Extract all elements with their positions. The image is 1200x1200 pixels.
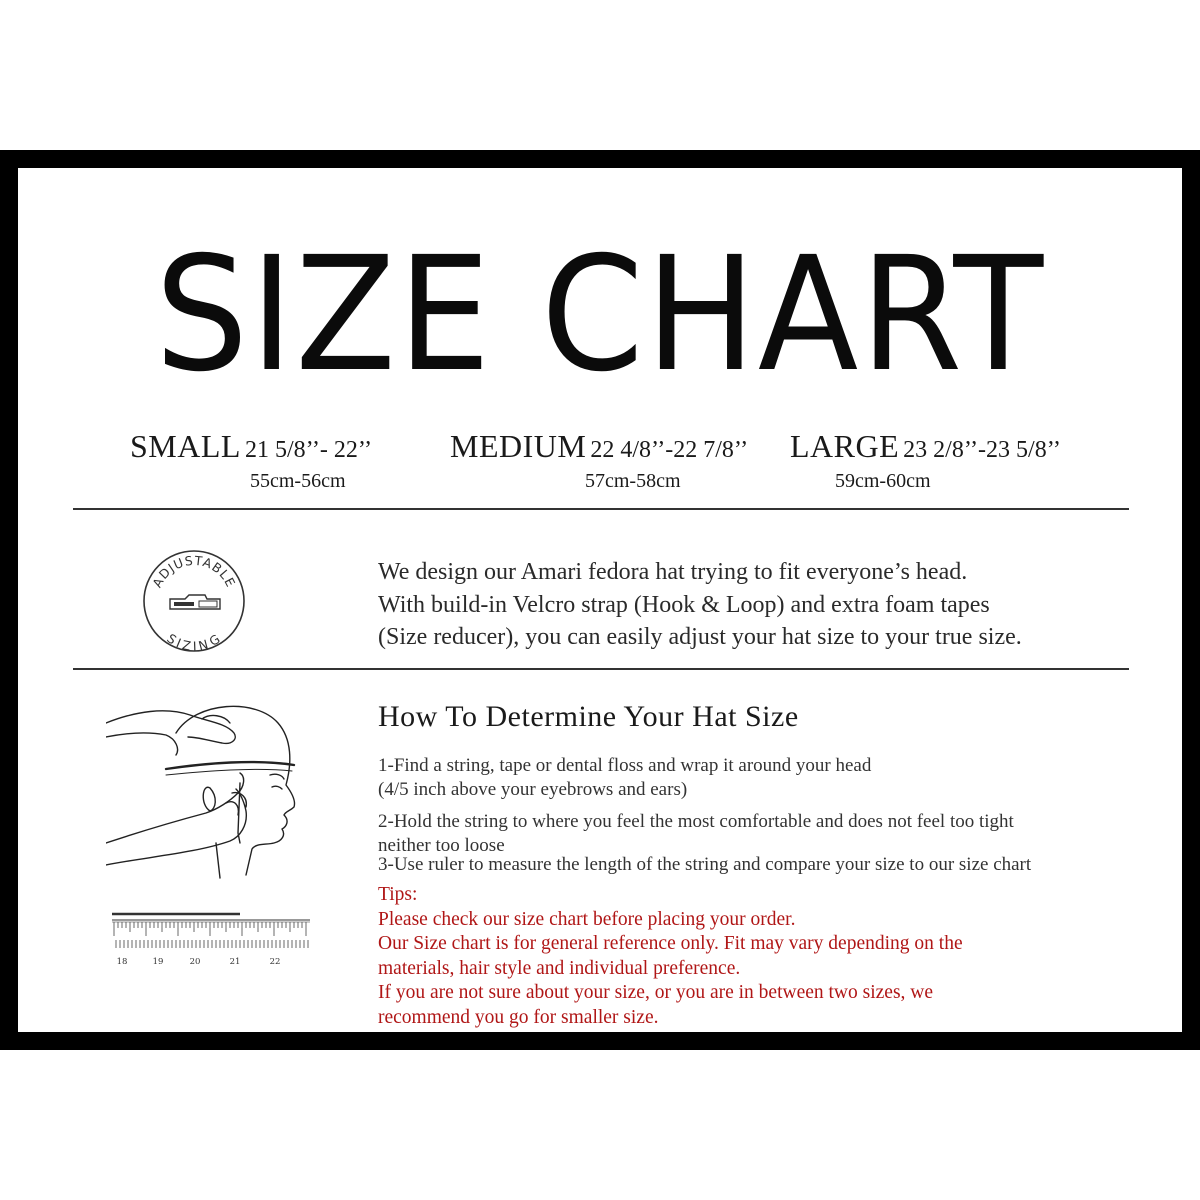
step-line: (4/5 inch above your eyebrows and ears) [378, 779, 688, 800]
page-title: SIZE CHART [154, 223, 1046, 407]
size-medium [450, 428, 749, 492]
head-measuring-illustration [106, 693, 316, 903]
step-line: 2-Hold the string to where you feel the most comfortable and does not feel too tight [378, 811, 1014, 832]
adjustable-description [378, 556, 1168, 654]
adjust-line: With build-in Velcro strap (Hook & Loop) and extra foam tapes [378, 591, 990, 618]
chart-panel [18, 168, 1182, 1032]
divider [73, 508, 1129, 510]
tips-line: recommend you go for smaller size. [378, 1006, 659, 1028]
size-cm: 59cm-60cm [835, 470, 931, 492]
size-large [790, 428, 1061, 492]
divider [73, 668, 1129, 670]
step-line: 3-Use ruler to measure the length of the string and compare your size to our size chart [378, 854, 1032, 875]
howto-step-1 [378, 754, 1138, 802]
adjust-line: (Size reducer), you can easily adjust your hat size to your true size. [378, 624, 1022, 650]
size-name: MEDIUM [450, 428, 587, 464]
tips-label: Tips: [378, 884, 418, 905]
size-name: SMALL [130, 428, 241, 464]
size-row [18, 428, 1182, 498]
tips-line: Please check our size chart before placing your order. [378, 908, 796, 930]
ruler-label: 19 [152, 957, 164, 967]
tips-line: Our Size chart is for general reference only. Fit may vary depending on the [378, 933, 963, 954]
ruler-label: 20 [189, 957, 201, 967]
badge-bottom-text: SIZING [164, 630, 224, 654]
howto-step-3 [378, 853, 1138, 877]
step-line: neither too loose [378, 835, 505, 856]
adjust-line: We design our Amari fedora hat trying to fit everyone’s head. [378, 559, 968, 585]
step-line: 1-Find a string, tape or dental floss and wrap it around your head [378, 755, 872, 776]
chart-frame [0, 150, 1200, 1050]
tips-line: If you are not sure about your size, or you are in between two sizes, we [378, 982, 934, 1003]
howto-title: How To Determine Your Hat Size [378, 700, 799, 733]
size-inches: 22 4/8’’-22 7/8’’ [590, 437, 749, 463]
tips-line: materials, hair style and individual preference. [378, 957, 741, 979]
ruler-icon [108, 912, 314, 968]
size-name: LARGE [790, 428, 900, 464]
size-inches: 21 5/8’’- 22’’ [244, 437, 373, 463]
howto-step-2 [378, 810, 1138, 858]
tips-section [378, 883, 1138, 1030]
adjustable-sizing-badge-icon [141, 548, 247, 654]
size-small [130, 428, 373, 492]
size-cm: 55cm-56cm [250, 470, 346, 492]
ruler-label: 18 [116, 957, 128, 967]
size-cm: 57cm-58cm [585, 470, 681, 492]
size-inches: 23 2/8’’-23 5/8’’ [903, 437, 1061, 463]
ruler-label: 22 [269, 957, 281, 967]
badge-top-text: ADJUSTABLE [149, 552, 239, 590]
ruler-label: 21 [229, 957, 241, 967]
